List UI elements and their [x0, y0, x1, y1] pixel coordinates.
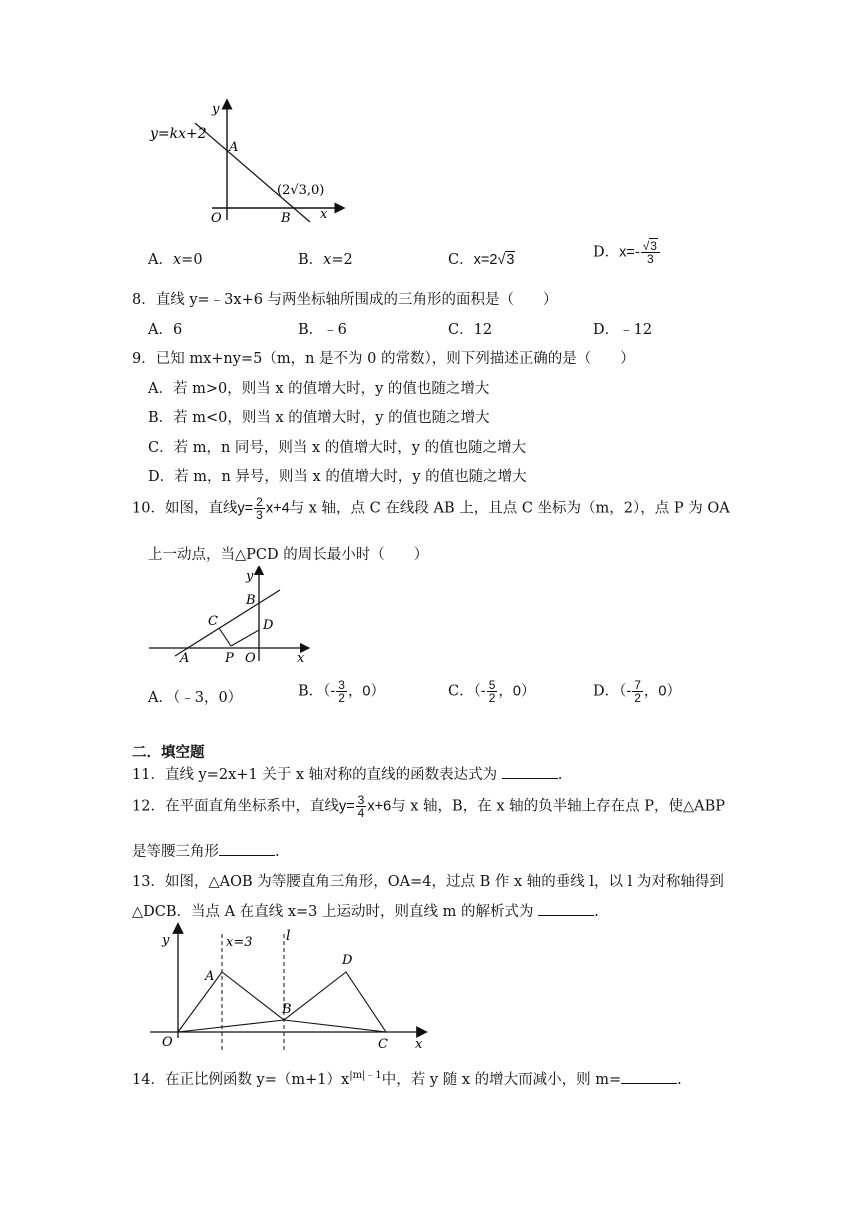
q10-option-d: D．（- $\frac{7}{2}$ ，0）	[593, 678, 681, 705]
q13-seg-bc	[284, 1020, 386, 1032]
q7-option-b: B．x=2	[298, 252, 353, 268]
q7-line	[195, 123, 310, 222]
q10-option-c: C．（- $\frac{5}{2}$ ，0）	[448, 678, 536, 705]
q13-triangle-aob	[178, 972, 284, 1032]
q11-blank[interactable]	[502, 764, 558, 779]
q10-label-a: A	[180, 651, 190, 666]
q8-option-d: D．﹣12	[593, 322, 653, 338]
q13-line1: 13．如图，△AOB 为等腰直角三角形，OA=4，过点 B 作 x 轴的垂线 l，以 l 为对称轴得到	[132, 874, 724, 890]
q13-label-c: C	[378, 1037, 388, 1052]
q7-figure	[140, 98, 360, 228]
q10-seg-pd	[231, 630, 259, 646]
q9-option-b: B．若 m<0，则当 x 的值增大时，y 的值也随之增大	[148, 410, 490, 426]
q10-label-b: B	[246, 593, 256, 608]
q7-x-label: x	[320, 207, 328, 222]
q7-line-label: y=kx+2	[150, 126, 207, 142]
q13-label-d: D	[342, 953, 353, 968]
section-heading: 二．填空题	[132, 745, 205, 761]
q9-option-a: A．若 m>0，则当 x 的值增大时，y 的值也随之增大	[148, 381, 490, 397]
q10-text: 10．如图，直线y= $\frac{2}{3}$ x+4与 x 轴，点 C 在线段 AB 上，且点 C 坐标为（m，2），点 P 为 OA	[132, 495, 730, 522]
q9-option-c: C．若 m，n 同号，则当 x 的值增大时，y 的值也随之增大	[148, 440, 527, 456]
q14-blank[interactable]	[621, 1069, 677, 1084]
q7-y-label: y	[212, 102, 220, 117]
q9-option-d: D．若 m，n 异号，则当 x 的值增大时，y 的值也随之增大	[148, 469, 527, 485]
q7-option-c: C．x=2√3	[448, 252, 515, 268]
q12-blank[interactable]	[219, 841, 275, 856]
q13-x3-label: x=3	[226, 935, 253, 950]
q13-label-a: A	[205, 969, 215, 984]
q10-label-c: C	[208, 614, 218, 629]
q8-option-c: C．12	[448, 322, 493, 338]
q8-text: 8．直线 y=﹣3x+6 与两坐标轴所围成的三角形的面积是（ ）	[132, 292, 558, 308]
q13-blank[interactable]	[538, 901, 594, 916]
q13-label-b: B	[282, 1002, 292, 1017]
q10-label-d: D	[263, 618, 274, 633]
q13-label-o: O	[162, 1035, 173, 1050]
q10-figure	[145, 566, 315, 666]
q7-point-a: A	[229, 140, 239, 155]
q13-x-label: x	[415, 1037, 423, 1052]
q13-triangle-dcb	[284, 972, 386, 1032]
q11-text: 11．直线 y=2x+1 关于 x 轴对称的直线的函数表达式为 .	[132, 763, 562, 784]
q7-option-d: D．x=- $\frac{√3}{3}$	[593, 240, 661, 265]
q14-text: 14．在正比例函数 $y=(m+1)x^{|m|﹣1}$中，若 y 随 x 的增大而减小，则 m= .	[132, 1070, 682, 1088]
q13-l-label: l	[286, 928, 291, 944]
q10-option-a: A．（﹣3，0）	[148, 690, 243, 706]
q13-line2: △DCB．当点 A 在直线 x=3 上运动时，则直线 m 的解析式为 .	[132, 900, 599, 921]
q10-label-p: P	[225, 651, 234, 666]
q10-y-label: y	[246, 569, 254, 584]
q12-text-line2: 是等腰三角形 .	[132, 840, 280, 861]
q10-label-o: O	[245, 651, 256, 666]
q7-origin: O	[211, 211, 222, 226]
q8-option-b: B．﹣6	[298, 322, 347, 338]
q8-option-a: A．6	[148, 322, 183, 338]
q7-coord-label: (2√3,0)	[277, 183, 325, 198]
q7-point-b: B	[281, 211, 291, 226]
q10-text-line2: 上一动点，当△PCD 的周长最小时（ ）	[148, 547, 429, 563]
q7-option-a: A．x=0	[148, 252, 203, 268]
q10-option-b: B．（- $\frac{3}{2}$ ，0）	[298, 678, 386, 705]
q13-seg-ob	[178, 1020, 284, 1032]
q13-figure	[140, 922, 440, 1052]
q9-text: 9．已知 mx+ny=5（m，n 是不为 0 的常数），则下列描述正确的是（ ）	[132, 351, 635, 367]
q13-y-label: y	[162, 933, 170, 948]
q12-text: 12．在平面直角坐标系中，直线y= $\frac{3}{4}$ x+6与 x 轴，B，在 x 轴的负半轴上存在点 P，使△ABP	[132, 793, 726, 820]
q10-x-label: x	[297, 651, 305, 666]
q10-seg-cp	[219, 628, 231, 646]
